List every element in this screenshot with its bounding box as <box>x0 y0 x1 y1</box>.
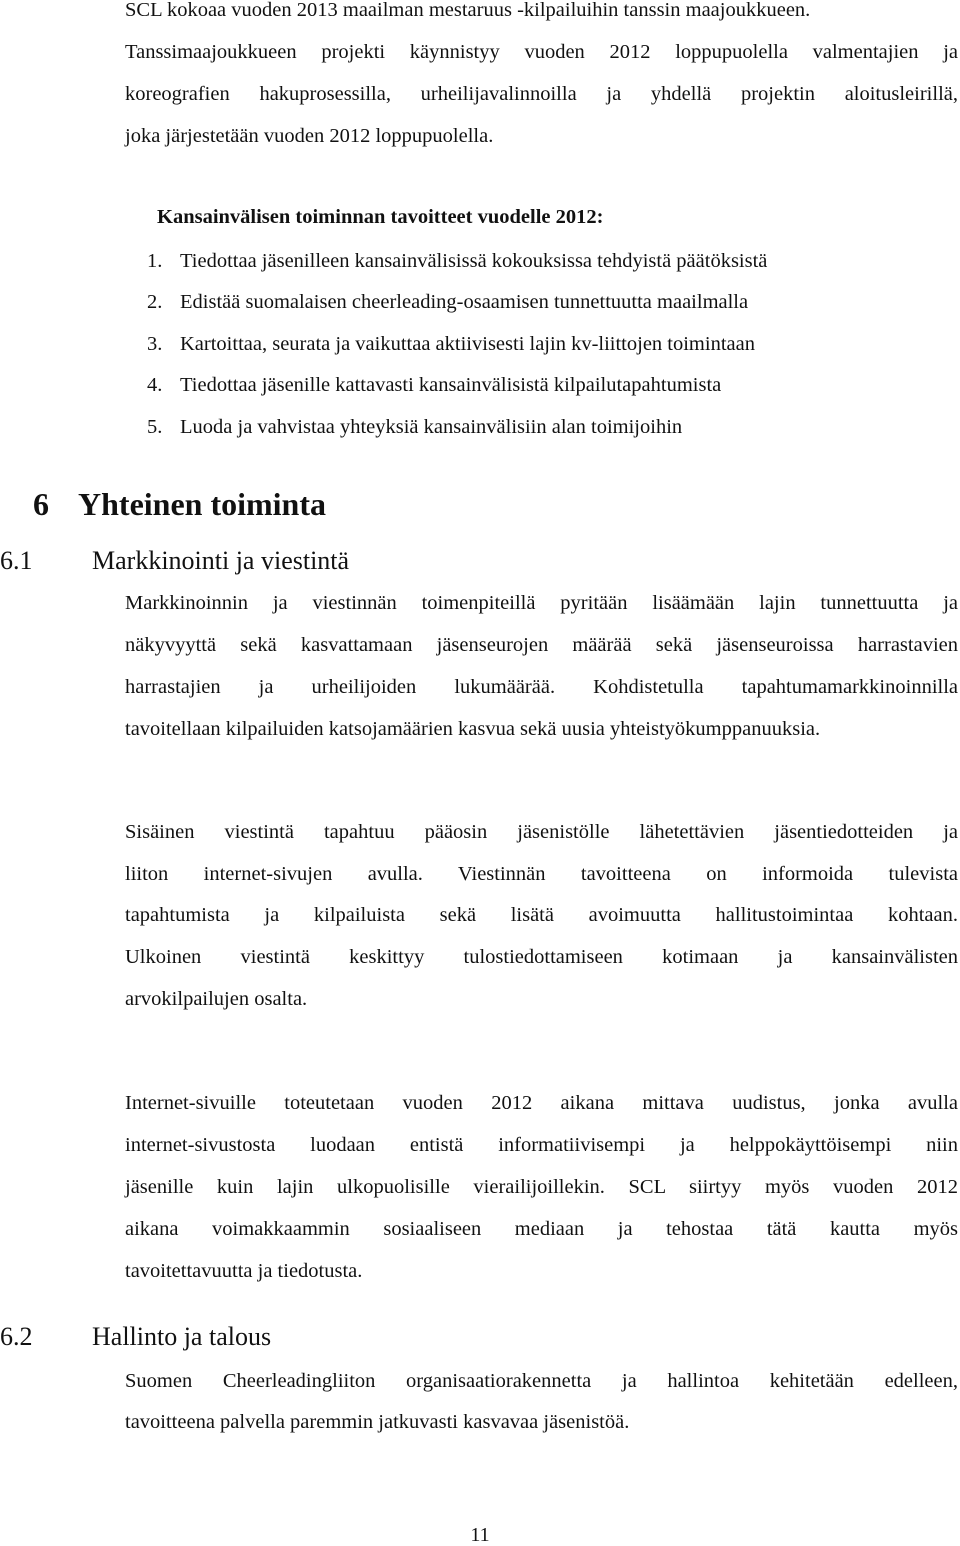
goal-item <box>147 373 721 397</box>
intro-line-3: koreografien hakuprosessilla, urheilijavalinnoilla ja yhdellä projektin aloitusleirillä, <box>125 83 958 105</box>
goal-number: 1. <box>147 250 163 272</box>
admin-para-line: tavoitteena palvella paremmin jatkuvasti kasvavaa jäsenistöä. <box>125 1411 630 1433</box>
marketing-para3-line: Internet-sivuille toteutetaan vuoden 2012 aikana mittava uudistus, jonka avulla <box>125 1092 958 1114</box>
goal-item <box>147 249 767 273</box>
goal-text: Tiedottaa jäsenilleen kansainvälisissä kokouksissa tehdyistä päätöksistä <box>180 250 768 272</box>
section-6-heading <box>33 484 326 524</box>
goal-text: Luoda ja vahvistaa yhteyksiä kansainvälisiin alan toimijoihin <box>180 416 683 438</box>
marketing-para1-line: näkyvyyttä sekä kasvattamaan jäsenseurojen määrää sekä jäsenseuroissa harrastavien <box>125 634 958 656</box>
admin-para-line: Suomen Cheerleadingliiton organisaatiorakennetta ja hallintoa kehitetään edelleen, <box>125 1370 958 1392</box>
intro-line-4: joka järjestetään vuoden 2012 loppupuolella. <box>125 125 494 147</box>
marketing-para3-line: jäsenille kuin lajin ulkopuolisille vierailijoillekin. SCL siirtyy myös vuoden 2012 <box>125 1176 958 1198</box>
section-6-2-title: Hallinto ja talous <box>92 1322 272 1351</box>
goal-number: 5. <box>147 416 163 438</box>
marketing-para1-line: harrastajien ja urheilijoiden lukumäärää. Kohdistetulla tapahtumamarkkinoinnilla <box>125 676 958 698</box>
section-6-1-number: 6.1 <box>0 546 33 575</box>
goals-heading: Kansainvälisen toiminnan tavoitteet vuodelle 2012: <box>157 206 604 228</box>
goal-item <box>147 290 748 314</box>
goal-number: 4. <box>147 374 163 396</box>
marketing-para3-line: internet-sivustosta luodaan entistä informatiivisempi ja helppokäyttöisempi niin <box>125 1134 958 1156</box>
page-number: 11 <box>470 1524 490 1546</box>
marketing-para1-line: Markkinoinnin ja viestinnän toimenpiteillä pyritään lisäämään lajin tunnettuutta ja <box>125 592 958 614</box>
section-6-2-number: 6.2 <box>0 1322 33 1351</box>
goal-text: Edistää suomalaisen cheerleading-osaamisen tunnettuutta maailmalla <box>180 291 749 313</box>
section-6-1-title: Markkinointi ja viestintä <box>92 546 350 575</box>
marketing-para3-line: aikana voimakkaammin sosiaaliseen mediaan ja tehostaa tätä kautta myös <box>125 1218 958 1240</box>
section-6-title: Yhteinen toiminta <box>78 486 326 522</box>
marketing-para2-line: liiton internet-sivujen avulla. Viestinnän tavoitteena on informoida tulevista <box>125 863 958 885</box>
marketing-para2-line: Sisäinen viestintä tapahtuu pääosin jäsenistölle lähetettävien jäsentiedotteiden ja <box>125 821 958 843</box>
goal-number: 3. <box>147 333 163 355</box>
goal-item <box>147 332 755 356</box>
section-6-1-heading <box>0 545 349 577</box>
marketing-para2-line: Ulkoinen viestintä keskittyy tulostiedottamiseen kotimaan ja kansainvälisten <box>125 946 958 968</box>
intro-line-1: SCL kokoaa vuoden 2013 maailman mestaruus -kilpailuihin tanssin maajoukkueen. <box>125 0 811 21</box>
marketing-para2-line: tapahtumista ja kilpailuista sekä lisätä avoimuutta hallitustoimintaa kohtaan. <box>125 904 958 926</box>
goal-item <box>147 415 682 439</box>
goal-text: Tiedottaa jäsenille kattavasti kansainvälisistä kilpailutapahtumista <box>180 374 722 396</box>
section-6-2-heading <box>0 1321 271 1353</box>
section-6-number: 6 <box>33 486 49 522</box>
marketing-para3-line: tavoitettavuutta ja tiedotusta. <box>125 1260 363 1282</box>
goal-number: 2. <box>147 291 163 313</box>
marketing-para1-line: tavoitellaan kilpailuiden katsojamäärien kasvua sekä uusia yhteistyökumppanuuksia. <box>125 718 821 740</box>
marketing-para2-line: arvokilpailujen osalta. <box>125 988 308 1010</box>
intro-line-2: Tanssimaajoukkueen projekti käynnistyy vuoden 2012 loppupuolella valmentajien ja <box>125 41 958 63</box>
goal-text: Kartoittaa, seurata ja vaikuttaa aktiivisesti lajin kv-liittojen toimintaan <box>180 333 755 355</box>
